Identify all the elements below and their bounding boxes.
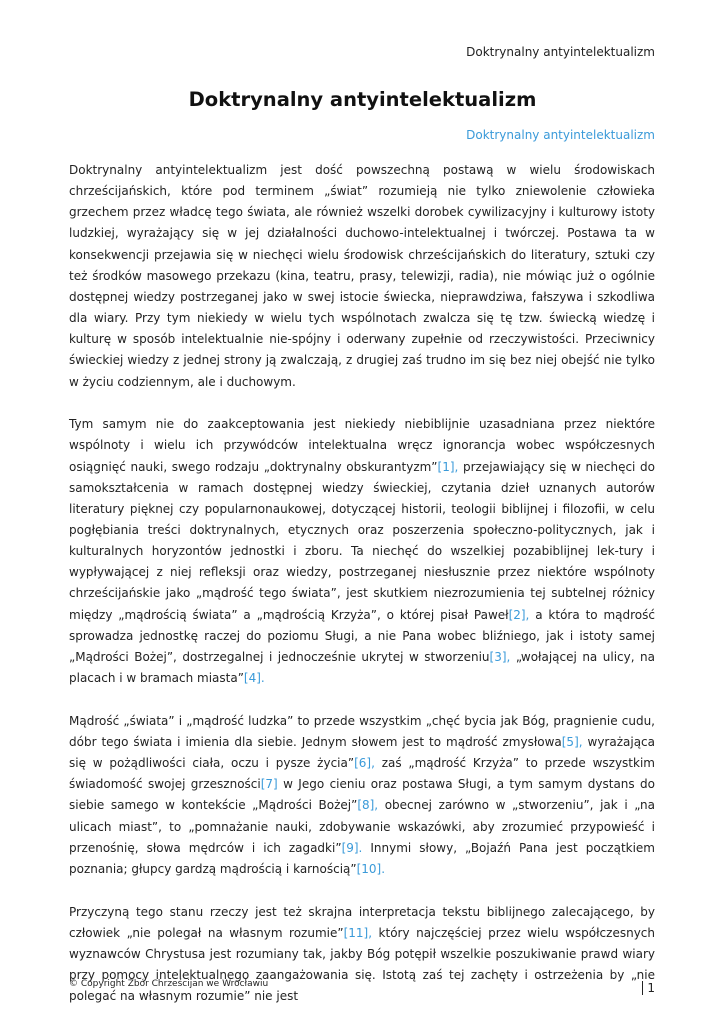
footnote-reference-link[interactable]: [6], <box>354 756 375 771</box>
paragraph-text: „wołającej na ulicy, na placach i w bramach miasta” <box>69 649 656 686</box>
paragraph-text: Przyczyną tego stanu rzeczy jest też skrajna interpretacja tekstu biblijnego zalecającego, by człowiek „nie polegał na własnym rozumie” <box>69 904 655 940</box>
paragraph-text: obecnej zarówno w „stworzeniu”, jak i „na ulicach miast”, to „pomnażanie nauki, zdobywanie wskazówki, aby zrozumieć przypowieść i przenośnię, słowa mędrców i ich zagadki” <box>69 798 655 855</box>
body-paragraph <box>69 160 655 393</box>
body-paragraph <box>69 902 655 1008</box>
footnote-reference-link[interactable]: [2], <box>508 607 530 622</box>
document-body <box>69 160 655 1029</box>
footer-page-number: 1 <box>642 981 655 995</box>
body-paragraph <box>69 711 655 880</box>
footnote-reference-link[interactable]: [4]. <box>243 671 265 686</box>
footnote-reference-link[interactable]: [9]. <box>341 840 363 855</box>
document-subtitle-link[interactable]: Doktrynalny antyintelektualizm <box>466 128 655 142</box>
paragraph-text: a która to mądrość sprowadza jednostkę raczej do poziomu Sługi, a nie Pana wobec bliźniego, jak i istoty samej „Mądrości Bożej”, dostrzegalnej i jednocześnie ukrytej w stworzeniu <box>69 607 655 664</box>
footnote-reference-link[interactable]: [10]. <box>356 861 386 876</box>
paragraph-text: Tym samym nie do zaakceptowania jest niekiedy niebiblijnie uzasadniana przez niektóre wspólnoty i wielu ich przywódców intelektualna wręcz ignorancja wobec współczesnych osiągnięć nauki, swego rodzaju „doktrynalny obskurantyzm” <box>69 417 655 474</box>
footer-copyright: © Copyright Zbór Chrześcijan we Wrocławiu <box>69 979 269 989</box>
paragraph-text: który najczęściej przez wielu współczesnych wyznawców Chrystusa jest rozumiany tak, jakby Bóg potępił wszelkie poszukiwanie prawd wiary przy pomocy intelektualnego zaangażowania się. Istotą zaś tej zachęty i ostrzeżenia by „nie polegać na własnym rozumie” nie jest <box>69 925 655 1004</box>
paragraph-text: zaś „mądrość Krzyża” to przede wszystkim świadomość swojej grzeszności <box>69 756 655 792</box>
footnote-reference-link[interactable]: [11], <box>343 925 373 940</box>
footnote-reference-link[interactable]: [5], <box>561 734 583 749</box>
paragraph-text: przejawiający się w niechęci do samokształcenia w ramach dostępnej wiedzy świeckiej, czytania dzieł uznanych autorów literatury pięknej czy popularnonaukowej, dotyczącej historii, teologii biblijnej i filozofii, w celu pogłębiania treści doktrynalnych, etycznych oraz poszerzenia społeczno-politycznych, jak i kulturalnych horyzontów jednostki i zboru. Ta niechęć do wszelkiej pozabiblijnej lek-tury i wypływającej z niej refleksji oraz wiedzy, postrzeganej niesłusznie przez niektóre wspólnoty chrześcijańskie jako „mądrość tego świata”, jest skutkiem niezrozumienia tej subtelnej różnicy między „mądrością świata” a „mądrością Krzyża”, o której pisał Paweł <box>69 459 655 622</box>
paragraph-text: Innymi słowy, „Bojaźń Pana jest początkiem poznania; głupcy gardzą mądrością i karnością” <box>69 840 655 876</box>
paragraph-text: Doktrynalny antyintelektualizm jest dość powszechną postawą w wielu środowiskach chrześcijańskich, które pod terminem „świat” rozumieją nie tylko zniewolenie człowieka grzechem przez władcę tego świata, ale również wszelki dorobek cywilizacyjny i kulturowy istoty ludzkiej, wyrażający się w jej działalności duchowo-intelektualnej i twórczej. Postawa ta w konsekwencji przejawia się w niechęci wielu środowisk chrześcijańskich do literatury, sztuki czy też środków masowego przekazu (kina, teatru, prasy, telewizji, radia), nie mówiąc już o ogólnie dostępnej wiedzy postrzeganej jako w swej istocie świecka, nieprawdziwa, fałszywa i szkodliwa dla wiary. Przy tym niekiedy w wielu tych wspólnotach zwalcza się tę tzw. świecką wiedzę i kulturę w sposób intelektualnie nie-spójny i oderwany zupełnie od rzeczywistości. Przeciwnicy świeckiej wiedzy z jednej strony ją zwalczają, z drugiej zaś trudno im się bez niej obejść nie tylko w życiu codziennym, ale i duchowym. <box>69 163 655 389</box>
footnote-reference-link[interactable]: [1], <box>437 459 459 474</box>
paragraph-text: Mądrość „świata” i „mądrość ludzka” to przede wszystkim „chęć bycia jak Bóg, pragnienie cudu, dóbr tego świata i imienia dla siebie. Jednym słowem jest to mądrość zmysłowa <box>69 713 655 749</box>
paragraph-text: wyrażająca się w pożądliwości ciała, oczu i pysze życia” <box>69 734 655 771</box>
footnote-reference-link[interactable]: [3], <box>489 649 511 664</box>
footnote-reference-link[interactable]: [7] <box>260 777 278 792</box>
paragraph-text: w Jego cieniu oraz postawa Sługi, a tym samym dystans do siebie samego w kontekście „Mądrości Bożej” <box>69 777 655 813</box>
running-header: Doktrynalny antyintelektualizm <box>466 45 655 59</box>
footnote-reference-link[interactable]: [8], <box>357 798 379 813</box>
document-title: Doktrynalny antyintelektualizm <box>188 88 537 111</box>
body-paragraph <box>69 414 655 689</box>
